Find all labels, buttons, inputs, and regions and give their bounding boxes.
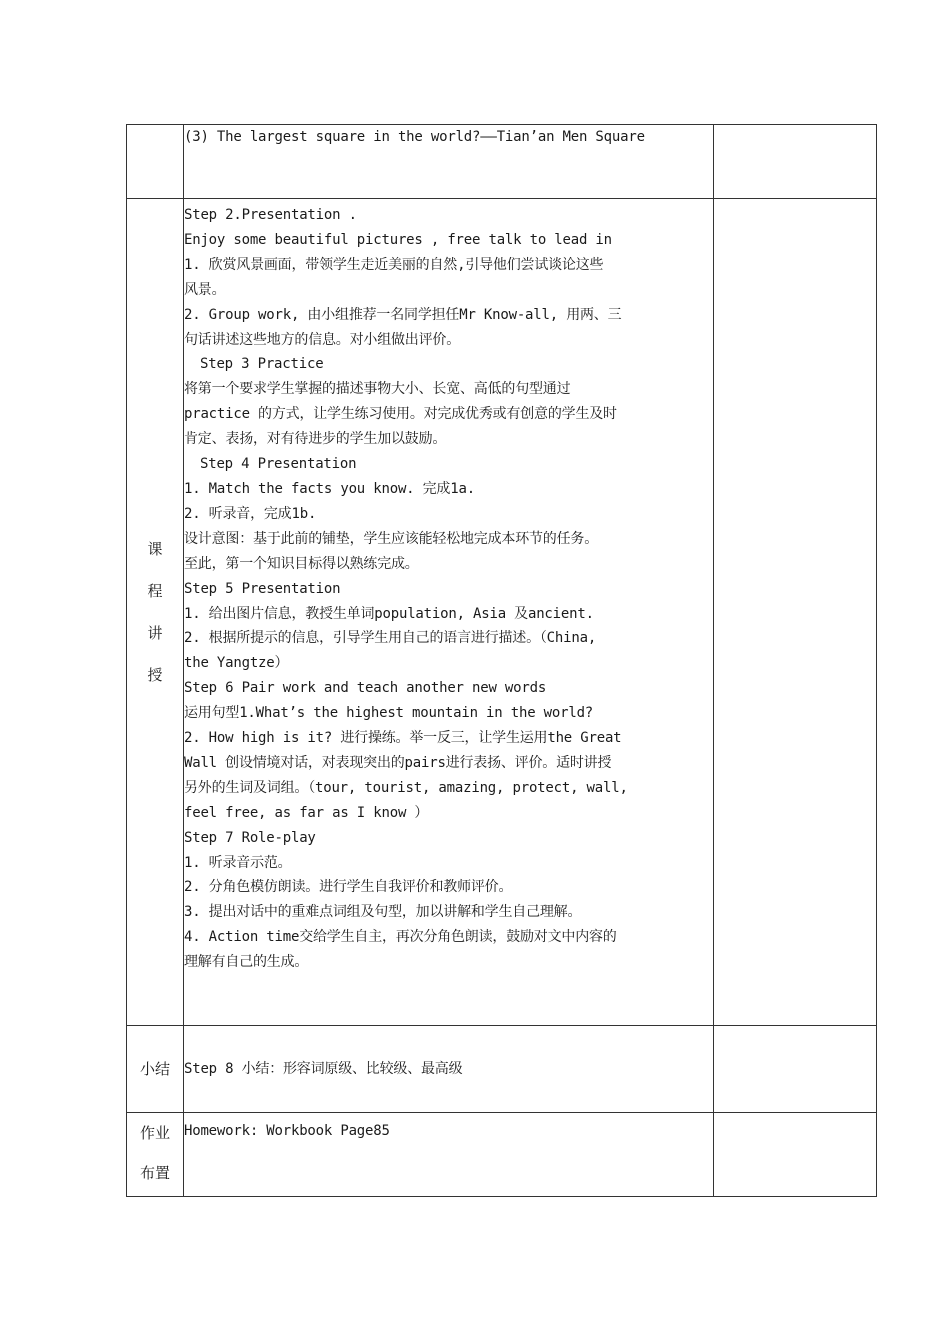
table-row — [127, 125, 877, 199]
content-line: 肯定、表扬，对有待进步的学生加以鼓励。 — [184, 431, 447, 448]
content-line: feel free, as far as I know ） — [184, 804, 429, 821]
content-line: 2. Group work, 由小组推荐一名同学担任Mr Know-all, 用两、三 — [184, 306, 622, 323]
content-line: 1. 听录音示范。 — [184, 854, 292, 871]
content-line: Homework: Workbook Page85 — [184, 1123, 390, 1139]
content-line: Step 2.Presentation . — [184, 207, 357, 223]
content-line: 3. 提出对话中的重难点词组及句型，加以讲解和学生自己理解。 — [184, 904, 582, 921]
label-char: 程 — [147, 582, 163, 600]
table-row — [127, 199, 877, 1026]
content-line: 设计意图：基于此前的铺垫，学生应该能轻松地完成本环节的任务。 — [184, 530, 598, 547]
label-char: 讲 — [147, 624, 163, 642]
content-line: Step 8 小结：形容词原级、比较级、最高级 — [184, 1061, 463, 1077]
notes-cell — [714, 199, 877, 1026]
content-line: Wall 创设情境对话，对表现突出的pairs进行表扬、评价。适时讲授 — [184, 754, 612, 771]
content-line: 另外的生词及词组。（tour, tourist, amazing, protect, wall, — [184, 779, 628, 796]
content-line: Enjoy some beautiful pictures , free talk to lead in — [184, 231, 612, 248]
notes-cell — [714, 1026, 877, 1113]
content-line: Step 3 Practice — [200, 356, 324, 373]
content-line: 1. Match the facts you know. 完成1a. — [184, 480, 475, 497]
content-line: 句话讲述这些地方的信息。对小组做出评价。 — [184, 331, 460, 348]
content-line: Step 5 Presentation — [184, 580, 341, 597]
row-content — [184, 125, 714, 199]
teaching-content — [184, 199, 714, 1026]
content-line: the Yangtze） — [184, 655, 289, 672]
table-row — [127, 1026, 877, 1113]
notes-cell — [714, 1113, 877, 1197]
content-line: Step 4 Presentation — [200, 456, 357, 473]
content-line: 1. 欣赏风景画面，带领学生走近美丽的自然,引导他们尝试谈论这些 — [184, 256, 604, 273]
content-line: Step 7 Role-play — [184, 829, 316, 846]
content-line: (3) The largest square in the world?——Tian’an Men Square — [184, 129, 645, 145]
content-line: 将第一个要求学生掌握的描述事物大小、长宽、高低的句型通过 — [184, 381, 571, 398]
content-line: 2. 根据所提示的信息，引导学生用自己的语言进行描述。（China, — [184, 630, 597, 647]
row-label-teaching — [127, 199, 184, 1026]
label-char: 课 — [147, 540, 163, 558]
table-row — [127, 1113, 877, 1197]
content-line: 4. Action time交给学生自主，再次分角色朗读，鼓励对文中内容的 — [184, 929, 617, 946]
label-line: 布置 — [139, 1164, 170, 1182]
homework-content — [184, 1113, 714, 1197]
row-label-summary: 小结 — [127, 1026, 184, 1113]
row-label — [127, 125, 184, 199]
content-line: 2. 听录音，完成1b. — [184, 505, 317, 522]
label-char: 授 — [147, 666, 163, 684]
notes-cell — [714, 125, 877, 199]
content-line: 1. 给出图片信息，教授生单词population, Asia 及ancient. — [184, 605, 594, 622]
content-line: 2. How high is it? 进行操练。举一反三，让学生运用the Great — [184, 730, 622, 747]
row-label-homework — [127, 1113, 184, 1197]
lesson-plan-table — [126, 124, 877, 1197]
content-line: 2. 分角色模仿朗读。进行学生自我评价和教师评价。 — [184, 879, 513, 896]
summary-content — [184, 1026, 714, 1113]
content-line: Step 6 Pair work and teach another new words — [184, 680, 547, 697]
content-line: 风景。 — [184, 281, 226, 298]
content-line: 运用句型1.What’s the highest mountain in the world? — [184, 705, 594, 722]
content-line: practice 的方式，让学生练习使用。对完成优秀或有创意的学生及时 — [184, 406, 617, 423]
label-line: 作业 — [139, 1124, 170, 1142]
content-line: 至此，第一个知识目标得以熟练完成。 — [184, 555, 419, 572]
content-line: 理解有自己的生成。 — [184, 954, 309, 971]
